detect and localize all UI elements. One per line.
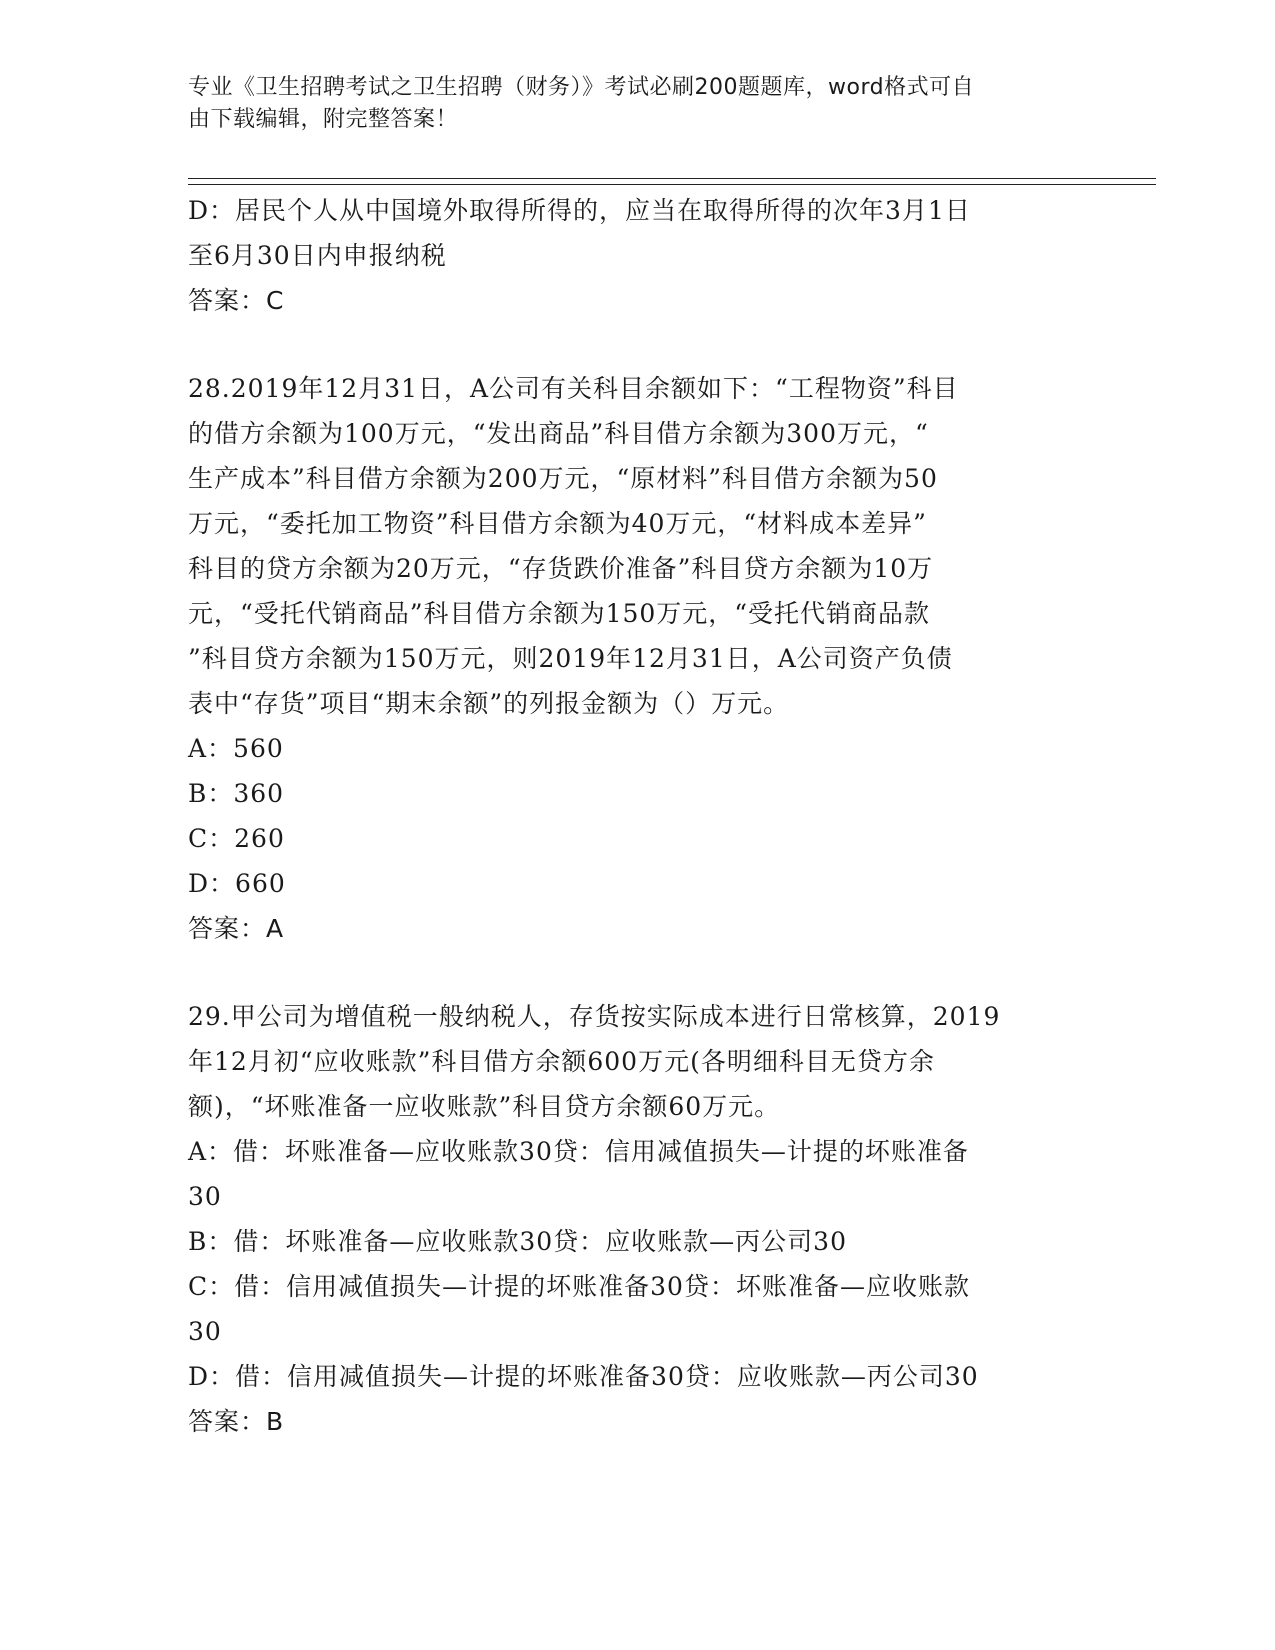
question-stem-line: 年12月初“应收账款”科目借方余额600万元(各明细科目无贷方余 [188, 1047, 935, 1076]
question-stem-line: ”科目贷方余额为150万元，则2019年12月31日，A公司资产负债 [188, 644, 953, 673]
question-stem-line: 29.甲公司为增值税一般纳税人，存货按实际成本进行日常核算，2019 [188, 1002, 1001, 1031]
option-d-line-1: D：居民个人从中国境外取得所得的，应当在取得所得的次年3月1日 [188, 196, 971, 225]
option-a-line-2: 30 [188, 1182, 222, 1211]
question-stem-line: 表中“存货”项目“期末余额”的列报金额为（）万元。 [188, 689, 790, 718]
question-stem-line: 额)，“坏账准备一应收账款”科目贷方余额60万元。 [188, 1092, 781, 1121]
header-divider-bottom [188, 184, 1156, 185]
option-a: A：560 [188, 734, 284, 763]
answer-27: 答案：C [188, 286, 285, 315]
page-header [188, 72, 1078, 136]
question-29 [188, 994, 1080, 1444]
question-stem-line: 元，“受托代销商品”科目借方余额为150万元，“受托代销商品款 [188, 599, 931, 628]
question-27-tail [188, 188, 1080, 323]
option-d: D：借：信用减值损失—计提的坏账准备30贷：应收账款—丙公司30 [188, 1362, 979, 1391]
option-c-line-1: C：借：信用减值损失—计提的坏账准备30贷：坏账准备—应收账款 [188, 1272, 970, 1301]
answer-28: 答案：A [188, 914, 285, 943]
question-stem-line: 生产成本”科目借方余额为200万元，“原材料”科目借方余额为50 [188, 464, 938, 493]
option-d: D：660 [188, 869, 286, 898]
option-c-line-2: 30 [188, 1317, 222, 1346]
question-28 [188, 366, 1080, 951]
page-content [188, 188, 1080, 1444]
option-b: B：360 [188, 779, 285, 808]
option-c: C：260 [188, 824, 285, 853]
header-line-2: 由下载编辑，附完整答案！ [188, 107, 459, 132]
header-line-1: 专业《卫生招聘考试之卫生招聘（财务）》考试必刷200题题库，word格式可自 [188, 75, 975, 100]
header-divider-top [188, 178, 1156, 179]
question-stem-line: 科目的贷方余额为20万元，“存货跌价准备”科目贷方余额为10万 [188, 554, 934, 583]
option-b: B：借：坏账准备—应收账款30贷：应收账款—丙公司30 [188, 1227, 847, 1256]
option-a-line-1: A：借：坏账准备—应收账款30贷：信用减值损失—计提的坏账准备 [188, 1137, 969, 1166]
question-stem-line: 28.2019年12月31日，A公司有关科目余额如下：“工程物资”科目 [188, 374, 959, 403]
question-stem-line: 万元，“委托加工物资”科目借方余额为40万元，“材料成本差异” [188, 509, 927, 538]
answer-29: 答案：B [188, 1407, 285, 1436]
question-stem-line: 的借方余额为100万元，“发出商品”科目借方余额为300万元，“ [188, 419, 929, 448]
option-d-line-2: 至6月30日内申报纳税 [188, 241, 447, 270]
